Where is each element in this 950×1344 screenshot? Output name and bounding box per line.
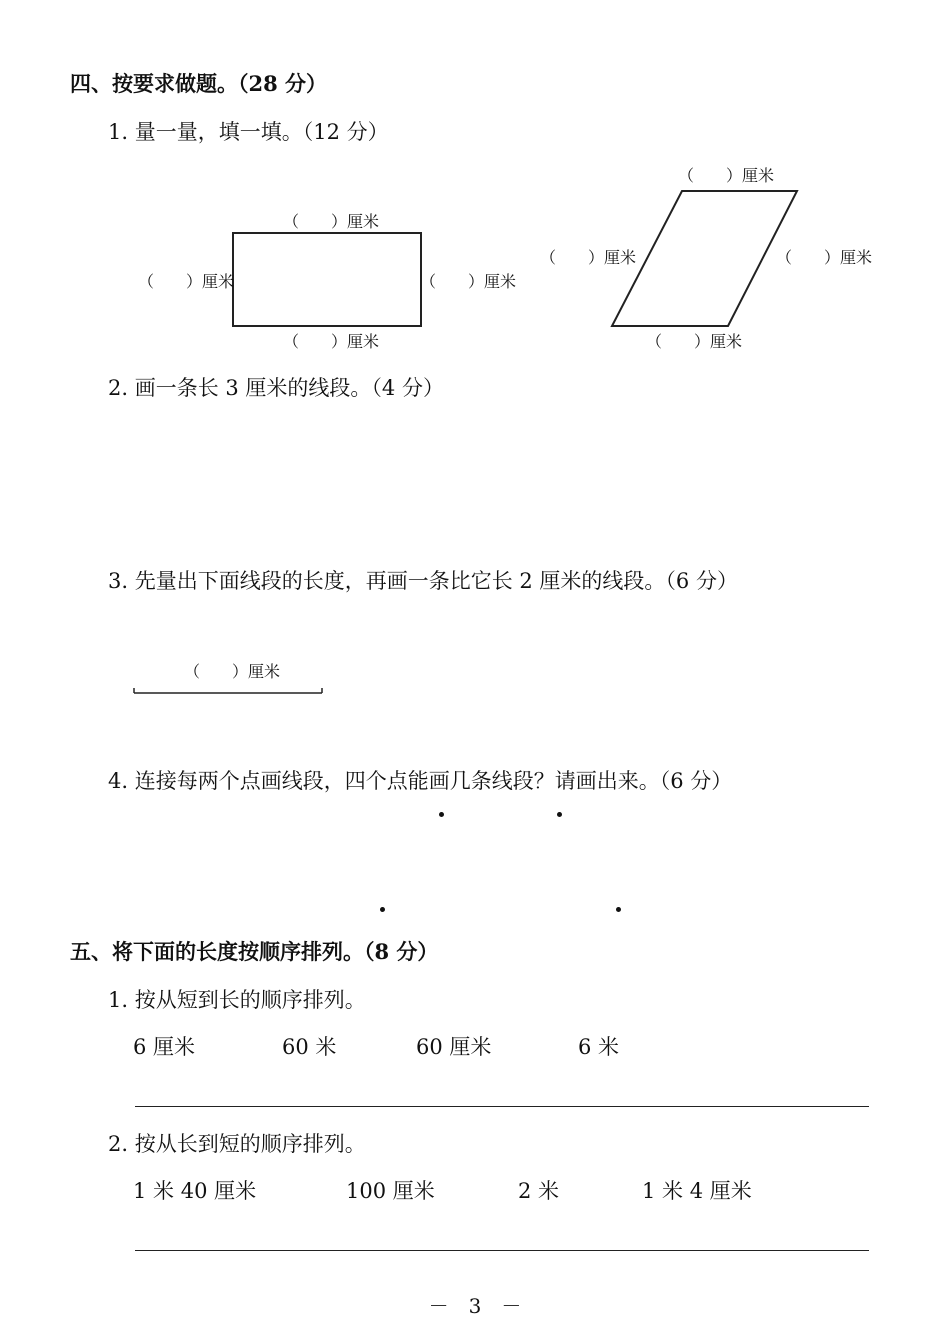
para-bottom-label: （ ）厘米 xyxy=(646,332,743,351)
option-5-2-b: 100 厘米 xyxy=(346,1179,435,1203)
question-4-1: 1. 量一量，填一填。（12 分） xyxy=(108,120,389,144)
rect-right-label: （ ）厘米 xyxy=(420,272,517,291)
rect-left-label: （ ）厘米 xyxy=(138,272,235,291)
segment-label: （ ）厘米 xyxy=(184,662,281,681)
rectangle-shape xyxy=(233,233,421,326)
option-5-2-c: 2 米 xyxy=(518,1179,560,1203)
question-4-3: 3. 先量出下面线段的长度，再画一条比它长 2 厘米的线段。（6 分） xyxy=(108,569,738,593)
option-5-1-c: 60 厘米 xyxy=(416,1035,492,1059)
section-4-title: 四、按要求做题。（28 分） xyxy=(70,71,328,96)
measure-segment xyxy=(130,684,330,698)
point-2 xyxy=(557,812,562,817)
para-right-label: （ ）厘米 xyxy=(776,248,873,267)
rect-top-label: （ ）厘米 xyxy=(283,212,380,231)
answer-line-5-1 xyxy=(135,1106,869,1107)
point-1 xyxy=(439,812,444,817)
rectangle-figure xyxy=(0,0,950,380)
page-number: － 3 － xyxy=(428,1294,522,1318)
parallelogram-shape xyxy=(612,191,797,326)
point-3 xyxy=(380,907,385,912)
question-4-4: 4. 连接每两个点画线段，四个点能画几条线段？请画出来。（6 分） xyxy=(108,769,733,793)
section-5-title: 五、将下面的长度按顺序排列。（8 分） xyxy=(70,939,439,964)
option-5-2-a: 1 米 40 厘米 xyxy=(133,1179,257,1203)
para-top-label: （ ）厘米 xyxy=(678,166,775,185)
option-5-1-d: 6 米 xyxy=(578,1035,620,1059)
question-4-2: 2. 画一条长 3 厘米的线段。（4 分） xyxy=(108,376,444,400)
question-5-1: 1. 按从短到长的顺序排列。 xyxy=(108,988,366,1012)
rect-bottom-label: （ ）厘米 xyxy=(283,332,380,351)
para-left-label: （ ）厘米 xyxy=(540,248,637,267)
point-4 xyxy=(616,907,621,912)
answer-line-5-2 xyxy=(135,1250,869,1251)
option-5-2-d: 1 米 4 厘米 xyxy=(642,1179,752,1203)
question-5-2: 2. 按从长到短的顺序排列。 xyxy=(108,1132,366,1156)
option-5-1-b: 60 米 xyxy=(282,1035,337,1059)
option-5-1-a: 6 厘米 xyxy=(133,1035,196,1059)
